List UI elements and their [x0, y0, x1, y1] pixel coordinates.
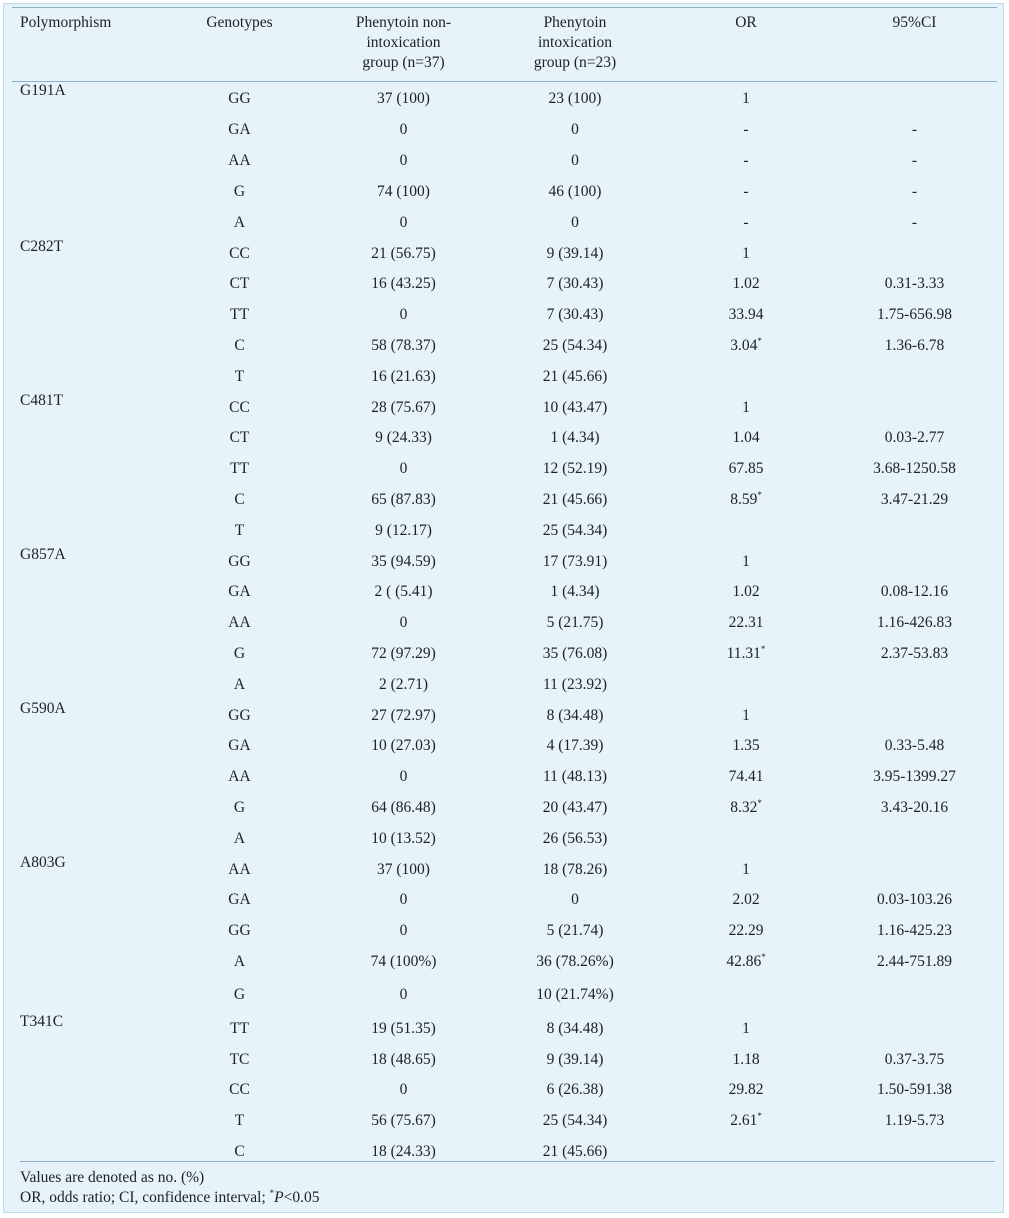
table-row	[12, 1013, 997, 1044]
cell-polymorphism	[12, 269, 162, 300]
cell-ci: 2.44-751.89	[877, 952, 952, 970]
header-intoxication-group: Phenytoin intoxication group (n=23)	[490, 8, 660, 82]
table-row	[12, 515, 997, 546]
table-footnotes	[20, 1161, 995, 1208]
or-value: 1.35	[732, 737, 760, 755]
cell-polymorphism: G590A	[20, 700, 66, 718]
table-row	[12, 331, 997, 362]
cell-ci: 0.31-3.33	[884, 275, 945, 293]
cell-ci	[832, 823, 997, 854]
cell-intoxication: 1 (4.34)	[550, 583, 600, 601]
cell-ci: 3.47-21.29	[880, 490, 949, 508]
cell-genotype: CT	[229, 429, 250, 447]
or-value: -	[743, 121, 749, 139]
cell-ci: -	[911, 213, 918, 231]
cell-non-intoxication: 74 (100)	[377, 182, 430, 200]
cell-or	[660, 115, 832, 146]
cell-genotype: CC	[229, 398, 250, 416]
table-row	[12, 977, 997, 1013]
table-row	[12, 423, 997, 454]
cell-ci: 0.03-2.77	[884, 429, 945, 447]
cell-polymorphism	[12, 177, 162, 208]
cell-genotype: A	[233, 675, 246, 693]
or-value: 1.02	[732, 275, 760, 293]
cell-non-intoxication: 0	[399, 121, 408, 139]
cell-intoxication: 0	[571, 213, 579, 231]
cell-genotype: AA	[228, 860, 251, 878]
cell-non-intoxication: 0	[399, 306, 408, 324]
cell-intoxication: 25 (54.34)	[542, 336, 608, 354]
cell-or	[660, 82, 832, 116]
cell-or	[660, 485, 832, 516]
cell-intoxication: 5 (21.75)	[546, 614, 604, 632]
cell-intoxication: 8 (34.48)	[546, 706, 604, 724]
cell-polymorphism	[12, 608, 162, 639]
table-row	[12, 854, 997, 885]
significance-mark: *	[757, 335, 762, 346]
cell-non-intoxication: 35 (94.59)	[371, 552, 436, 570]
cell-or	[660, 423, 832, 454]
cell-genotype: G	[233, 182, 246, 200]
cell-intoxication: 17 (73.91)	[542, 552, 608, 570]
cell-polymorphism: A803G	[20, 854, 66, 872]
or-value: 1.04	[732, 429, 760, 447]
cell-non-intoxication: 2 (2.71)	[378, 675, 429, 693]
cell-genotype: CC	[229, 244, 250, 262]
cell-intoxication: 8 (34.48)	[546, 1019, 604, 1037]
cell-genotype: G	[233, 798, 246, 816]
table-row	[12, 700, 997, 731]
cell-genotype: GG	[228, 922, 251, 940]
cell-ci: 0.08-12.16	[880, 583, 949, 601]
table-row	[12, 669, 997, 700]
cell-ci: 3.68-1250.58	[873, 460, 956, 478]
cell-ci: 0.03-103.26	[877, 891, 952, 909]
table-row	[12, 177, 997, 208]
cell-non-intoxication: 0	[399, 614, 408, 632]
cell-genotype: TT	[230, 1019, 249, 1037]
header-genotypes: Genotypes	[162, 8, 317, 82]
cell-intoxication: 6 (26.38)	[546, 1081, 604, 1099]
cell-or	[660, 1075, 832, 1106]
cell-or	[660, 577, 832, 608]
cell-polymorphism	[12, 823, 162, 854]
cell-ci: 2.37-53.83	[880, 644, 949, 662]
cell-ci	[832, 392, 997, 423]
cell-ci: 3.95-1399.27	[873, 768, 956, 786]
cell-polymorphism: C481T	[20, 392, 64, 410]
cell-intoxication: 11 (48.13)	[543, 768, 607, 786]
or-value: 2.02	[732, 891, 760, 909]
cell-polymorphism	[12, 762, 162, 793]
cell-intoxication: 25 (54.34)	[542, 1112, 608, 1130]
cell-ci	[832, 1013, 997, 1044]
cell-ci: 1.50-591.38	[877, 1081, 952, 1099]
cell-non-intoxication: 28 (75.67)	[371, 398, 436, 416]
cell-non-intoxication: 16 (21.63)	[371, 367, 436, 385]
cell-or	[660, 762, 832, 793]
cell-intoxication: 9 (39.14)	[546, 1050, 604, 1068]
cell-ci	[832, 854, 997, 885]
cell-non-intoxication: 9 (24.33)	[375, 429, 432, 447]
cell-non-intoxication: 0	[399, 768, 408, 786]
cell-genotype: T	[234, 1112, 245, 1130]
cell-genotype: GA	[228, 121, 251, 139]
cell-polymorphism	[12, 485, 162, 516]
cell-or	[660, 639, 832, 670]
cell-ci: -	[911, 121, 918, 139]
cell-polymorphism	[12, 916, 162, 947]
cell-ci: 0.33-5.48	[884, 737, 945, 755]
or-value: 2.61	[730, 1112, 758, 1130]
or-value: -	[743, 213, 749, 231]
cell-genotype: G	[233, 644, 246, 662]
cell-intoxication: 5 (21.74)	[546, 922, 604, 940]
cell-genotype: C	[234, 1142, 245, 1160]
cell-ci: 3.43-20.16	[880, 798, 949, 816]
cell-polymorphism	[12, 1044, 162, 1075]
cell-genotype: GA	[228, 583, 251, 601]
footnote-p-label: P	[274, 1189, 284, 1206]
cell-polymorphism	[12, 146, 162, 177]
cell-non-intoxication: 2 ( (5.41)	[374, 583, 433, 601]
cell-or	[660, 269, 832, 300]
or-value: 1	[742, 1019, 750, 1037]
significance-mark: *	[760, 643, 766, 654]
cell-polymorphism	[12, 454, 162, 485]
footnote-significance-mark: *	[269, 1187, 275, 1198]
cell-ci: 1.16-426.83	[877, 614, 952, 632]
table-row	[12, 823, 997, 854]
cell-or	[660, 1106, 832, 1137]
or-value: 29.82	[728, 1081, 764, 1099]
or-value: 1.18	[732, 1050, 760, 1068]
cell-ci	[832, 546, 997, 577]
or-value: 33.94	[728, 306, 764, 324]
cell-intoxication: 21 (45.66)	[542, 367, 608, 385]
cell-non-intoxication: 0	[399, 152, 408, 170]
or-value: 42.86	[726, 952, 762, 970]
cell-non-intoxication: 0	[399, 986, 408, 1004]
cell-polymorphism	[12, 977, 162, 1013]
cell-genotype: TT	[230, 306, 249, 324]
cell-genotype: CT	[229, 275, 250, 293]
or-value: 22.31	[728, 614, 764, 632]
cell-non-intoxication: 72 (97.29)	[371, 644, 436, 662]
cell-intoxication: 0	[571, 891, 579, 909]
footnote-values: Values are denoted as no. (%)	[20, 1169, 205, 1186]
table-row	[12, 485, 997, 516]
cell-intoxication: 46 (100)	[548, 182, 602, 200]
cell-intoxication: 0	[571, 152, 579, 170]
footnote-p-threshold: <0.05	[283, 1189, 320, 1206]
cell-intoxication: 21 (45.66)	[542, 1142, 608, 1160]
cell-genotype: A	[233, 213, 246, 231]
table-row	[12, 207, 997, 238]
cell-intoxication: 20 (43.47)	[542, 798, 608, 816]
cell-genotype: G	[233, 986, 246, 1004]
cell-intoxication: 26 (56.53)	[542, 829, 608, 847]
cell-ci: 0.37-3.75	[884, 1050, 945, 1068]
cell-ci	[832, 515, 997, 546]
cell-intoxication: 0	[571, 121, 579, 139]
cell-or	[660, 1044, 832, 1075]
cell-or	[660, 238, 832, 269]
cell-or	[660, 1013, 832, 1044]
cell-ci	[832, 82, 997, 116]
cell-or	[660, 885, 832, 916]
cell-polymorphism	[12, 515, 162, 546]
cell-intoxication: 10 (43.47)	[542, 398, 608, 416]
table-row	[12, 454, 997, 485]
cell-or	[660, 854, 832, 885]
cell-or	[660, 731, 832, 762]
table-row	[12, 392, 997, 423]
cell-intoxication: 35 (76.08)	[542, 644, 608, 662]
cell-polymorphism	[12, 115, 162, 146]
cell-intoxication: 23 (100)	[548, 89, 602, 107]
cell-polymorphism: G191A	[20, 82, 66, 99]
header-polymorphism: Polymorphism	[12, 8, 162, 82]
cell-or	[660, 300, 832, 331]
cell-ci	[832, 977, 997, 1013]
cell-genotype: TT	[230, 460, 249, 478]
cell-genotype: AA	[228, 614, 251, 632]
table-row	[12, 916, 997, 947]
header-ci: 95%CI	[832, 8, 997, 82]
cell-non-intoxication: 9 (12.17)	[375, 521, 432, 539]
footnote-abbreviations	[20, 1188, 995, 1208]
cell-polymorphism	[12, 423, 162, 454]
cell-ci	[832, 669, 997, 700]
cell-genotype: TC	[229, 1050, 250, 1068]
table-row	[12, 1075, 997, 1106]
cell-genotype: T	[234, 521, 245, 539]
or-value: 8.32	[730, 798, 758, 816]
cell-genotype: GA	[228, 737, 251, 755]
cell-ci: -	[911, 182, 918, 200]
table-row	[12, 762, 997, 793]
cell-or	[660, 608, 832, 639]
table-row	[12, 608, 997, 639]
cell-genotype: GG	[228, 706, 251, 724]
cell-polymorphism	[12, 793, 162, 824]
cell-ci: 1.19-5.73	[884, 1112, 945, 1130]
table-row	[12, 793, 997, 824]
cell-intoxication: 7 (30.43)	[546, 306, 604, 324]
cell-or	[660, 177, 832, 208]
cell-polymorphism: T341C	[20, 1013, 64, 1031]
cell-polymorphism	[12, 885, 162, 916]
or-value: 1	[742, 706, 750, 724]
table-row	[12, 546, 997, 577]
cell-polymorphism	[12, 669, 162, 700]
or-value: 1	[742, 244, 750, 262]
cell-genotype: GG	[228, 89, 251, 107]
table-row	[12, 1044, 997, 1075]
cell-polymorphism	[12, 1075, 162, 1106]
table-row	[12, 577, 997, 608]
genotype-table	[12, 7, 997, 1167]
table-row	[12, 731, 997, 762]
cell-or	[660, 947, 832, 978]
cell-intoxication: 18 (78.26)	[542, 860, 608, 878]
cell-intoxication: 9 (39.14)	[546, 244, 604, 262]
significance-mark: *	[761, 951, 766, 962]
cell-polymorphism: C282T	[20, 238, 64, 256]
table-row	[12, 238, 997, 269]
cell-polymorphism: G857A	[20, 546, 66, 564]
table-header-row	[12, 8, 997, 82]
cell-intoxication: 7 (30.43)	[546, 275, 604, 293]
cell-polymorphism	[12, 947, 162, 978]
cell-genotype: AA	[228, 768, 251, 786]
cell-non-intoxication: 0	[399, 460, 408, 478]
cell-or	[660, 392, 832, 423]
cell-intoxication: 36 (78.26%)	[536, 952, 614, 970]
cell-or	[660, 916, 832, 947]
cell-ci: 1.16-425.23	[877, 922, 952, 940]
cell-ci: 1.36-6.78	[884, 336, 945, 354]
cell-non-intoxication: 0	[399, 891, 408, 909]
cell-genotype: T	[234, 367, 245, 385]
table-row	[12, 146, 997, 177]
or-value: 1.02	[732, 583, 760, 601]
cell-polymorphism	[12, 207, 162, 238]
cell-genotype: GA	[228, 891, 251, 909]
cell-non-intoxication: 74 (100%)	[370, 952, 437, 970]
table-body	[12, 82, 997, 1168]
or-value: 11.31	[726, 644, 761, 662]
table-row	[12, 300, 997, 331]
cell-non-intoxication: 0	[399, 1081, 408, 1099]
cell-genotype: C	[234, 336, 245, 354]
cell-non-intoxication: 37 (100)	[377, 860, 430, 878]
cell-or	[660, 331, 832, 362]
cell-genotype: A	[233, 952, 246, 970]
cell-or	[660, 546, 832, 577]
cell-or	[660, 793, 832, 824]
table-row	[12, 82, 997, 116]
cell-non-intoxication: 0	[399, 213, 408, 231]
or-value: 1	[742, 552, 750, 570]
cell-ci: -	[911, 152, 918, 170]
cell-or	[660, 454, 832, 485]
or-value: 67.85	[728, 460, 764, 478]
cell-genotype: GG	[228, 552, 251, 570]
or-value: 3.04	[730, 336, 758, 354]
cell-intoxication: 21 (45.66)	[542, 490, 608, 508]
cell-non-intoxication: 18 (48.65)	[371, 1050, 436, 1068]
cell-non-intoxication: 21 (56.75)	[371, 244, 436, 262]
cell-or	[660, 823, 832, 854]
or-value: 1	[742, 860, 750, 878]
cell-genotype: AA	[228, 152, 251, 170]
cell-or	[660, 700, 832, 731]
table-row	[12, 639, 997, 670]
cell-non-intoxication: 10 (27.03)	[371, 737, 436, 755]
significance-mark: *	[757, 489, 762, 500]
cell-or	[660, 515, 832, 546]
cell-non-intoxication: 56 (75.67)	[371, 1112, 436, 1130]
table-row	[12, 885, 997, 916]
table-row	[12, 115, 997, 146]
cell-ci	[832, 700, 997, 731]
cell-intoxication: 10 (21.74%)	[536, 986, 614, 1004]
table-row	[12, 269, 997, 300]
cell-polymorphism	[12, 639, 162, 670]
or-value: 8.59	[730, 490, 758, 508]
table-row	[12, 1106, 997, 1137]
cell-non-intoxication: 37 (100)	[377, 89, 430, 107]
or-value: 1	[742, 398, 750, 416]
cell-or	[660, 669, 832, 700]
cell-or	[660, 977, 832, 1013]
cell-non-intoxication: 64 (86.48)	[371, 798, 436, 816]
table-row	[12, 361, 997, 392]
cell-polymorphism	[12, 731, 162, 762]
cell-non-intoxication: 58 (78.37)	[371, 336, 436, 354]
or-value: 74.41	[728, 768, 764, 786]
cell-polymorphism	[12, 300, 162, 331]
or-value: -	[743, 182, 749, 200]
cell-intoxication: 4 (17.39)	[546, 737, 604, 755]
table-row	[12, 947, 997, 978]
cell-ci: 1.75-656.98	[877, 306, 952, 324]
cell-intoxication: 11 (23.92)	[543, 675, 607, 693]
cell-non-intoxication: 65 (87.83)	[371, 490, 436, 508]
or-value: 1	[742, 89, 750, 107]
cell-or	[660, 207, 832, 238]
cell-non-intoxication: 19 (51.35)	[371, 1019, 436, 1037]
cell-non-intoxication: 10 (13.52)	[371, 829, 436, 847]
cell-genotype: C	[234, 490, 245, 508]
cell-ci	[832, 238, 997, 269]
cell-non-intoxication: 27 (72.97)	[371, 706, 436, 724]
cell-genotype: CC	[229, 1081, 250, 1099]
header-or: OR	[660, 8, 832, 82]
header-non-intoxication-group: Phenytoin non-intoxication group (n=37)	[317, 8, 490, 82]
footnote-abbrev-text: OR, odds ratio; CI, confidence interval;	[20, 1189, 270, 1206]
cell-non-intoxication: 18 (24.33)	[371, 1142, 436, 1160]
cell-non-intoxication: 0	[399, 922, 408, 940]
cell-polymorphism	[12, 331, 162, 362]
cell-intoxication: 1 (4.34)	[550, 429, 600, 447]
cell-genotype: A	[233, 829, 246, 847]
cell-ci	[832, 361, 997, 392]
cell-intoxication: 25 (54.34)	[542, 521, 608, 539]
cell-polymorphism	[12, 361, 162, 392]
cell-polymorphism	[12, 577, 162, 608]
or-value: 22.29	[728, 922, 764, 940]
cell-non-intoxication: 16 (43.25)	[371, 275, 436, 293]
cell-intoxication: 12 (52.19)	[542, 460, 608, 478]
or-value: -	[743, 152, 749, 170]
cell-or	[660, 146, 832, 177]
significance-mark: *	[757, 797, 762, 808]
cell-polymorphism	[12, 1106, 162, 1137]
significance-mark: *	[757, 1110, 762, 1121]
cell-or	[660, 361, 832, 392]
